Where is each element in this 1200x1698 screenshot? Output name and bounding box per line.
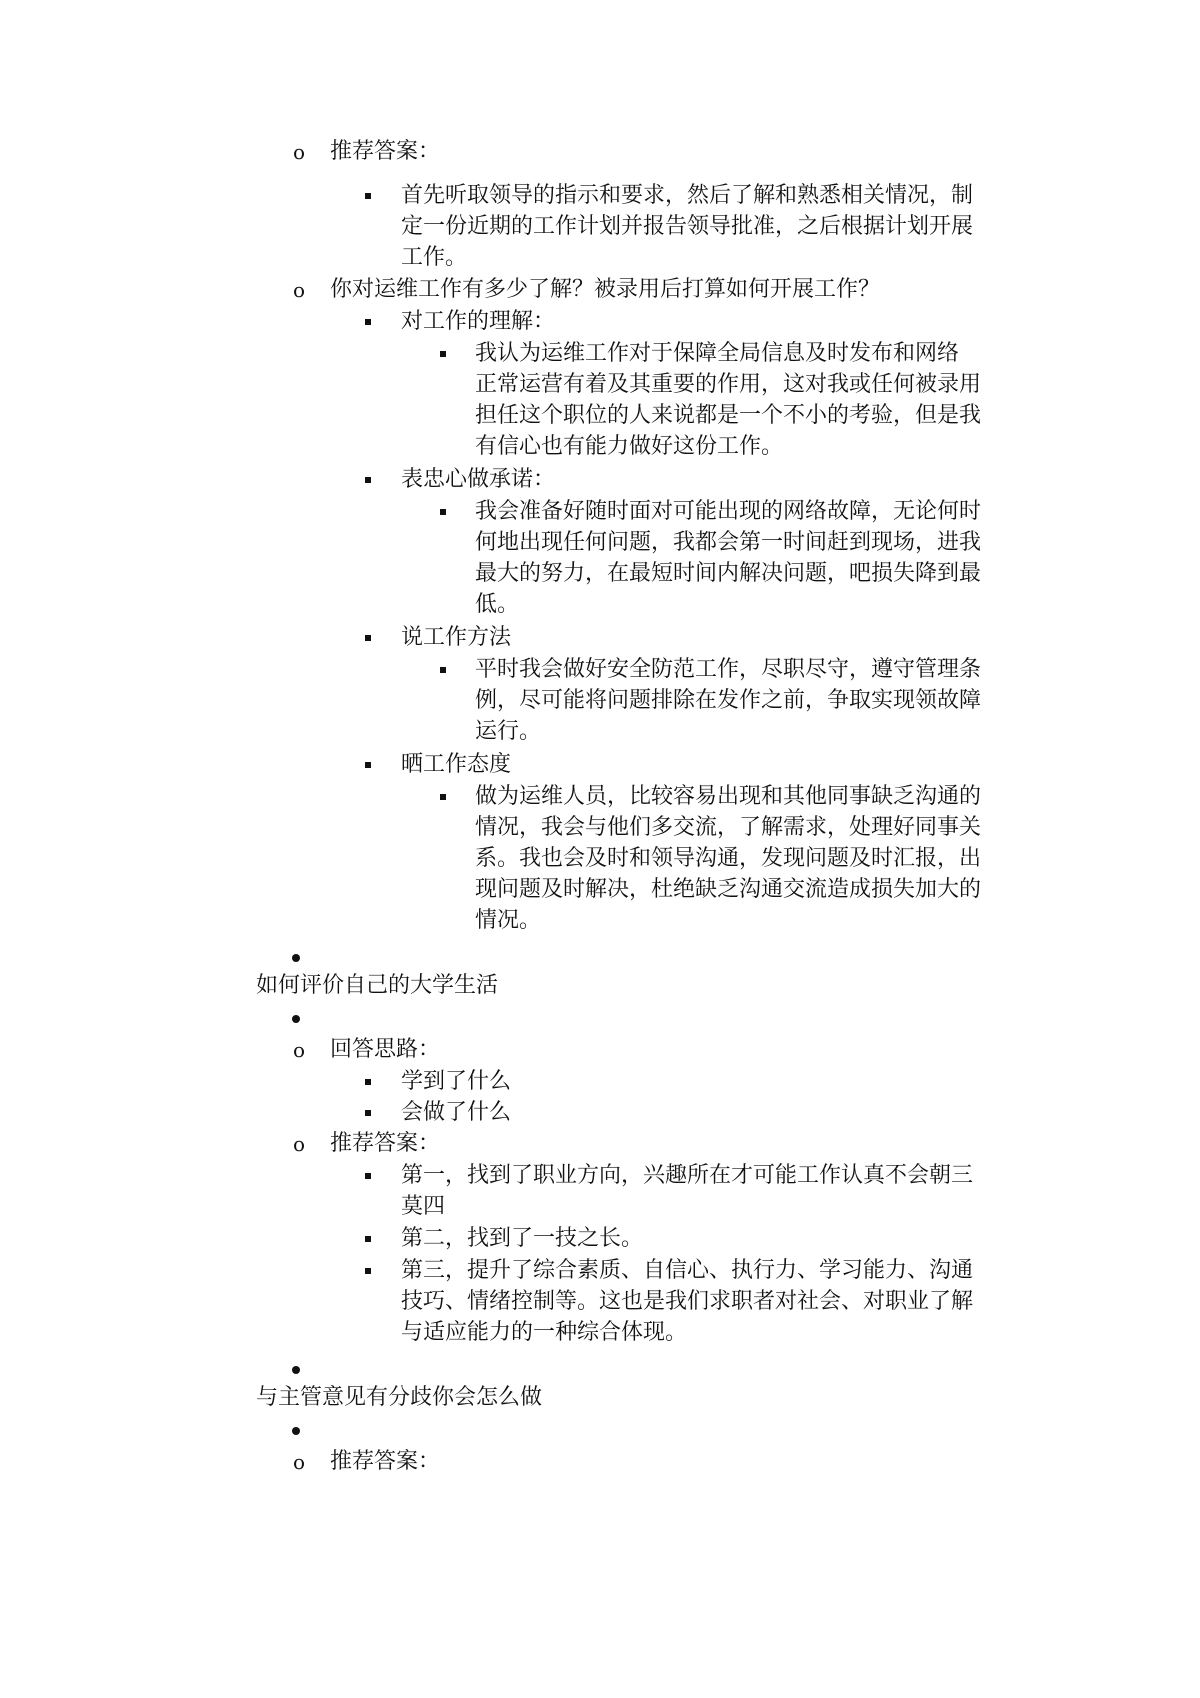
paragraph-line: 定一份近期的工作计划并报告领导批准，之后根据计划开展 [401,214,974,239]
paragraph-line: 正常运营有着及其重要的作用，这对我或任何被录用 [475,372,982,397]
paragraph-line: 情况，我会与他们多交流，了解需求，处理好同事关 [475,815,982,840]
list-item-label: 推荐答案： [330,139,441,164]
paragraph-line: 与适应能力的一种综合体现。 [401,1320,688,1345]
paragraph-line: 第一，找到了职业方向，兴趣所在才可能工作认真不会朝三 [401,1163,974,1188]
paragraph-line: 有信心也有能力做好这份工作。 [475,434,784,459]
paragraph-line: 工作。 [401,245,468,270]
list-item-label: 你对运维工作有多少了解？被录用后打算如何开展工作？ [330,277,881,302]
list-item-label: 会做了什么 [401,1100,512,1125]
paragraph-line: 莫四 [401,1194,446,1219]
list-item-label: 对工作的理解： [401,309,556,334]
paragraph-line: 做为运维人员，比较容易出现和其他同事缺乏沟通的 [475,784,982,809]
paragraph-line: 第三，提升了综合素质、自信心、执行力、学习能力、沟通 [401,1258,974,1283]
circle-bullet-icon: o [293,278,306,302]
list-item-label: 推荐答案： [330,1449,441,1474]
list-item-label: 表忠心做承诺： [401,467,556,492]
list-item-label: 说工作方法 [401,625,512,650]
list-item-label: 第二，找到了一技之长。 [401,1226,644,1251]
list-item-label: 学到了什么 [401,1069,512,1094]
list-item-label: 回答思路： [330,1037,441,1062]
paragraph-line: 情况。 [475,908,542,933]
paragraph-line: 首先听取领导的指示和要求，然后了解和熟悉相关情况，制 [401,183,974,208]
section-heading: 与主管意见有分歧你会怎么做 [256,1385,543,1410]
paragraph-line: 何地出现任何问题，我都会第一时间赶到现场，进我 [475,530,982,555]
circle-bullet-icon: o [293,1132,306,1156]
paragraph-line: 最大的努力，在最短时间内解决问题，吧损失降到最 [475,561,982,586]
paragraph-line: 低。 [475,592,520,617]
list-item-label: 晒工作态度 [401,752,512,777]
paragraph-line: 现问题及时解决，杜绝缺乏沟通交流造成损失加大的 [475,877,982,902]
list-item-label: 推荐答案： [330,1131,441,1156]
circle-bullet-icon: o [293,140,306,164]
circle-bullet-icon: o [293,1038,306,1062]
paragraph-line: 平时我会做好安全防范工作，尽职尽守，遵守管理条 [475,657,982,682]
paragraph-line: 系。我也会及时和领导沟通，发现问题及时汇报，出 [475,846,982,871]
paragraph-line: 担任这个职位的人来说都是一个不小的考验，但是我 [475,403,982,428]
paragraph-line: 我会准备好随时面对可能出现的网络故障，无论何时 [475,499,982,524]
circle-bullet-icon: o [293,1450,306,1474]
section-heading: 如何评价自己的大学生活 [256,973,499,998]
paragraph-line: 技巧、情绪控制等。这也是我们求职者对社会、对职业了解 [401,1289,974,1314]
paragraph-line: 运行。 [475,719,542,744]
paragraph-line: 我认为运维工作对于保障全局信息及时发布和网络 [475,341,960,366]
paragraph-line: 例，尽可能将问题排除在发作之前，争取实现领故障 [475,688,982,713]
